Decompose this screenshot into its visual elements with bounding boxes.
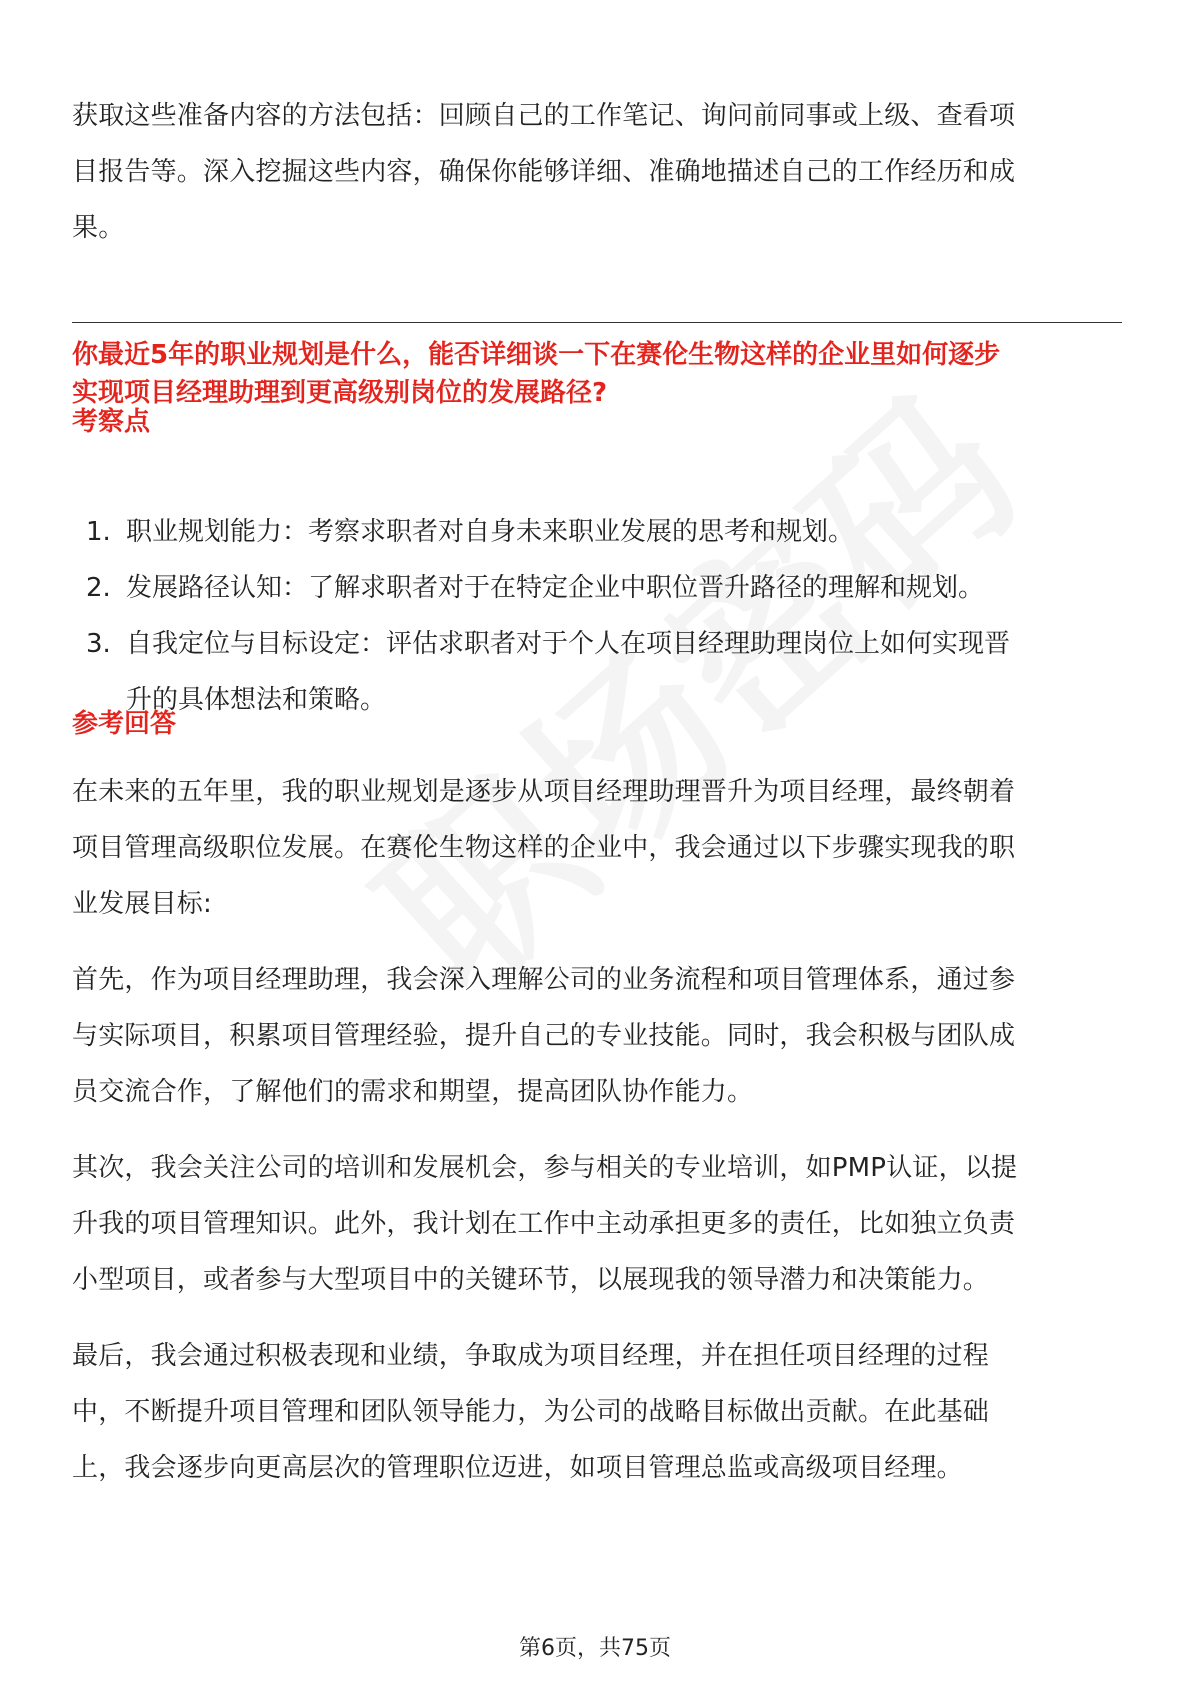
- text-line: 在未来的五年里，我的职业规划是逐步从项目经理助理晋升为项目经理，最终朝着: [72, 777, 1016, 807]
- examination-heading: 考察点: [72, 407, 151, 437]
- list-item-text: 自我定位与目标设定：评估求职者对于个人在项目经理助理岗位上如何实现晋: [126, 629, 1011, 659]
- list-item: [72, 504, 1122, 560]
- text-line: 果。: [72, 213, 125, 243]
- list-item-text: 升的具体想法和策略。: [126, 685, 387, 715]
- reference-answer-heading: 参考回答: [72, 709, 177, 739]
- list-item-text: 发展路径认知：了解求职者对于在特定企业中职位晋升路径的理解和规划。: [126, 573, 985, 603]
- answer-paragraph: [72, 1140, 1122, 1308]
- list-number: 2.: [86, 573, 111, 603]
- answer-paragraph: [72, 952, 1122, 1120]
- text-line: 员交流合作，了解他们的需求和期望，提高团队协作能力。: [72, 1077, 754, 1107]
- interview-question: [72, 336, 1122, 412]
- text-line: 其次，我会关注公司的培训和发展机会，参与相关的专业培训，如PMP认证，以提: [72, 1153, 1018, 1183]
- text-line: 项目管理高级职位发展。在赛伦生物这样的企业中，我会通过以下步骤实现我的职: [72, 833, 1016, 863]
- question-line: 实现项目经理助理到更高级别岗位的发展路径?: [72, 378, 608, 408]
- text-line: 中，不断提升项目管理和团队领导能力，为公司的战略目标做出贡献。在此基础: [72, 1397, 990, 1427]
- text-line: 业发展目标:: [72, 889, 212, 919]
- page-number: 第6页，共75页: [519, 1636, 671, 1661]
- question-line: 你最近5年的职业规划是什么，能否详细谈一下在赛伦生物这样的企业里如何逐步: [72, 340, 1001, 370]
- answer-paragraph: [72, 1328, 1122, 1496]
- list-item-text: 职业规划能力：考察求职者对自身未来职业发展的思考和规划。: [126, 517, 855, 547]
- text-line: 获取这些准备内容的方法包括：回顾自己的工作笔记、询问前同事或上级、查看项: [72, 101, 1016, 131]
- document-page: [72, 0, 1122, 1684]
- text-line: 与实际项目，积累项目管理经验，提升自己的专业技能。同时，我会积极与团队成: [72, 1021, 1016, 1051]
- section-divider: [72, 322, 1122, 323]
- text-line: 上，我会逐步向更高层次的管理职位迈进，如项目管理总监或高级项目经理。: [72, 1453, 963, 1483]
- list-number: 1.: [86, 517, 111, 547]
- text-line: 小型项目，或者参与大型项目中的关键环节，以展现我的领导潜力和决策能力。: [72, 1265, 990, 1295]
- list-item: [72, 616, 1122, 728]
- text-line: 首先，作为项目经理助理，我会深入理解公司的业务流程和项目管理体系，通过参: [72, 965, 1016, 995]
- list-item: [72, 560, 1122, 616]
- list-number: 3.: [86, 629, 111, 659]
- answer-paragraph: [72, 764, 1122, 932]
- text-line: 目报告等。深入挖掘这些内容，确保你能够详细、准确地描述自己的工作经历和成: [72, 157, 1016, 187]
- text-line: 最后，我会通过积极表现和业绩，争取成为项目经理，并在担任项目经理的过程: [72, 1341, 990, 1371]
- intro-paragraph: [72, 88, 1122, 256]
- text-line: 升我的项目管理知识。此外，我计划在工作中主动承担更多的责任，比如独立负责: [72, 1209, 1016, 1239]
- examination-list: [72, 504, 1122, 728]
